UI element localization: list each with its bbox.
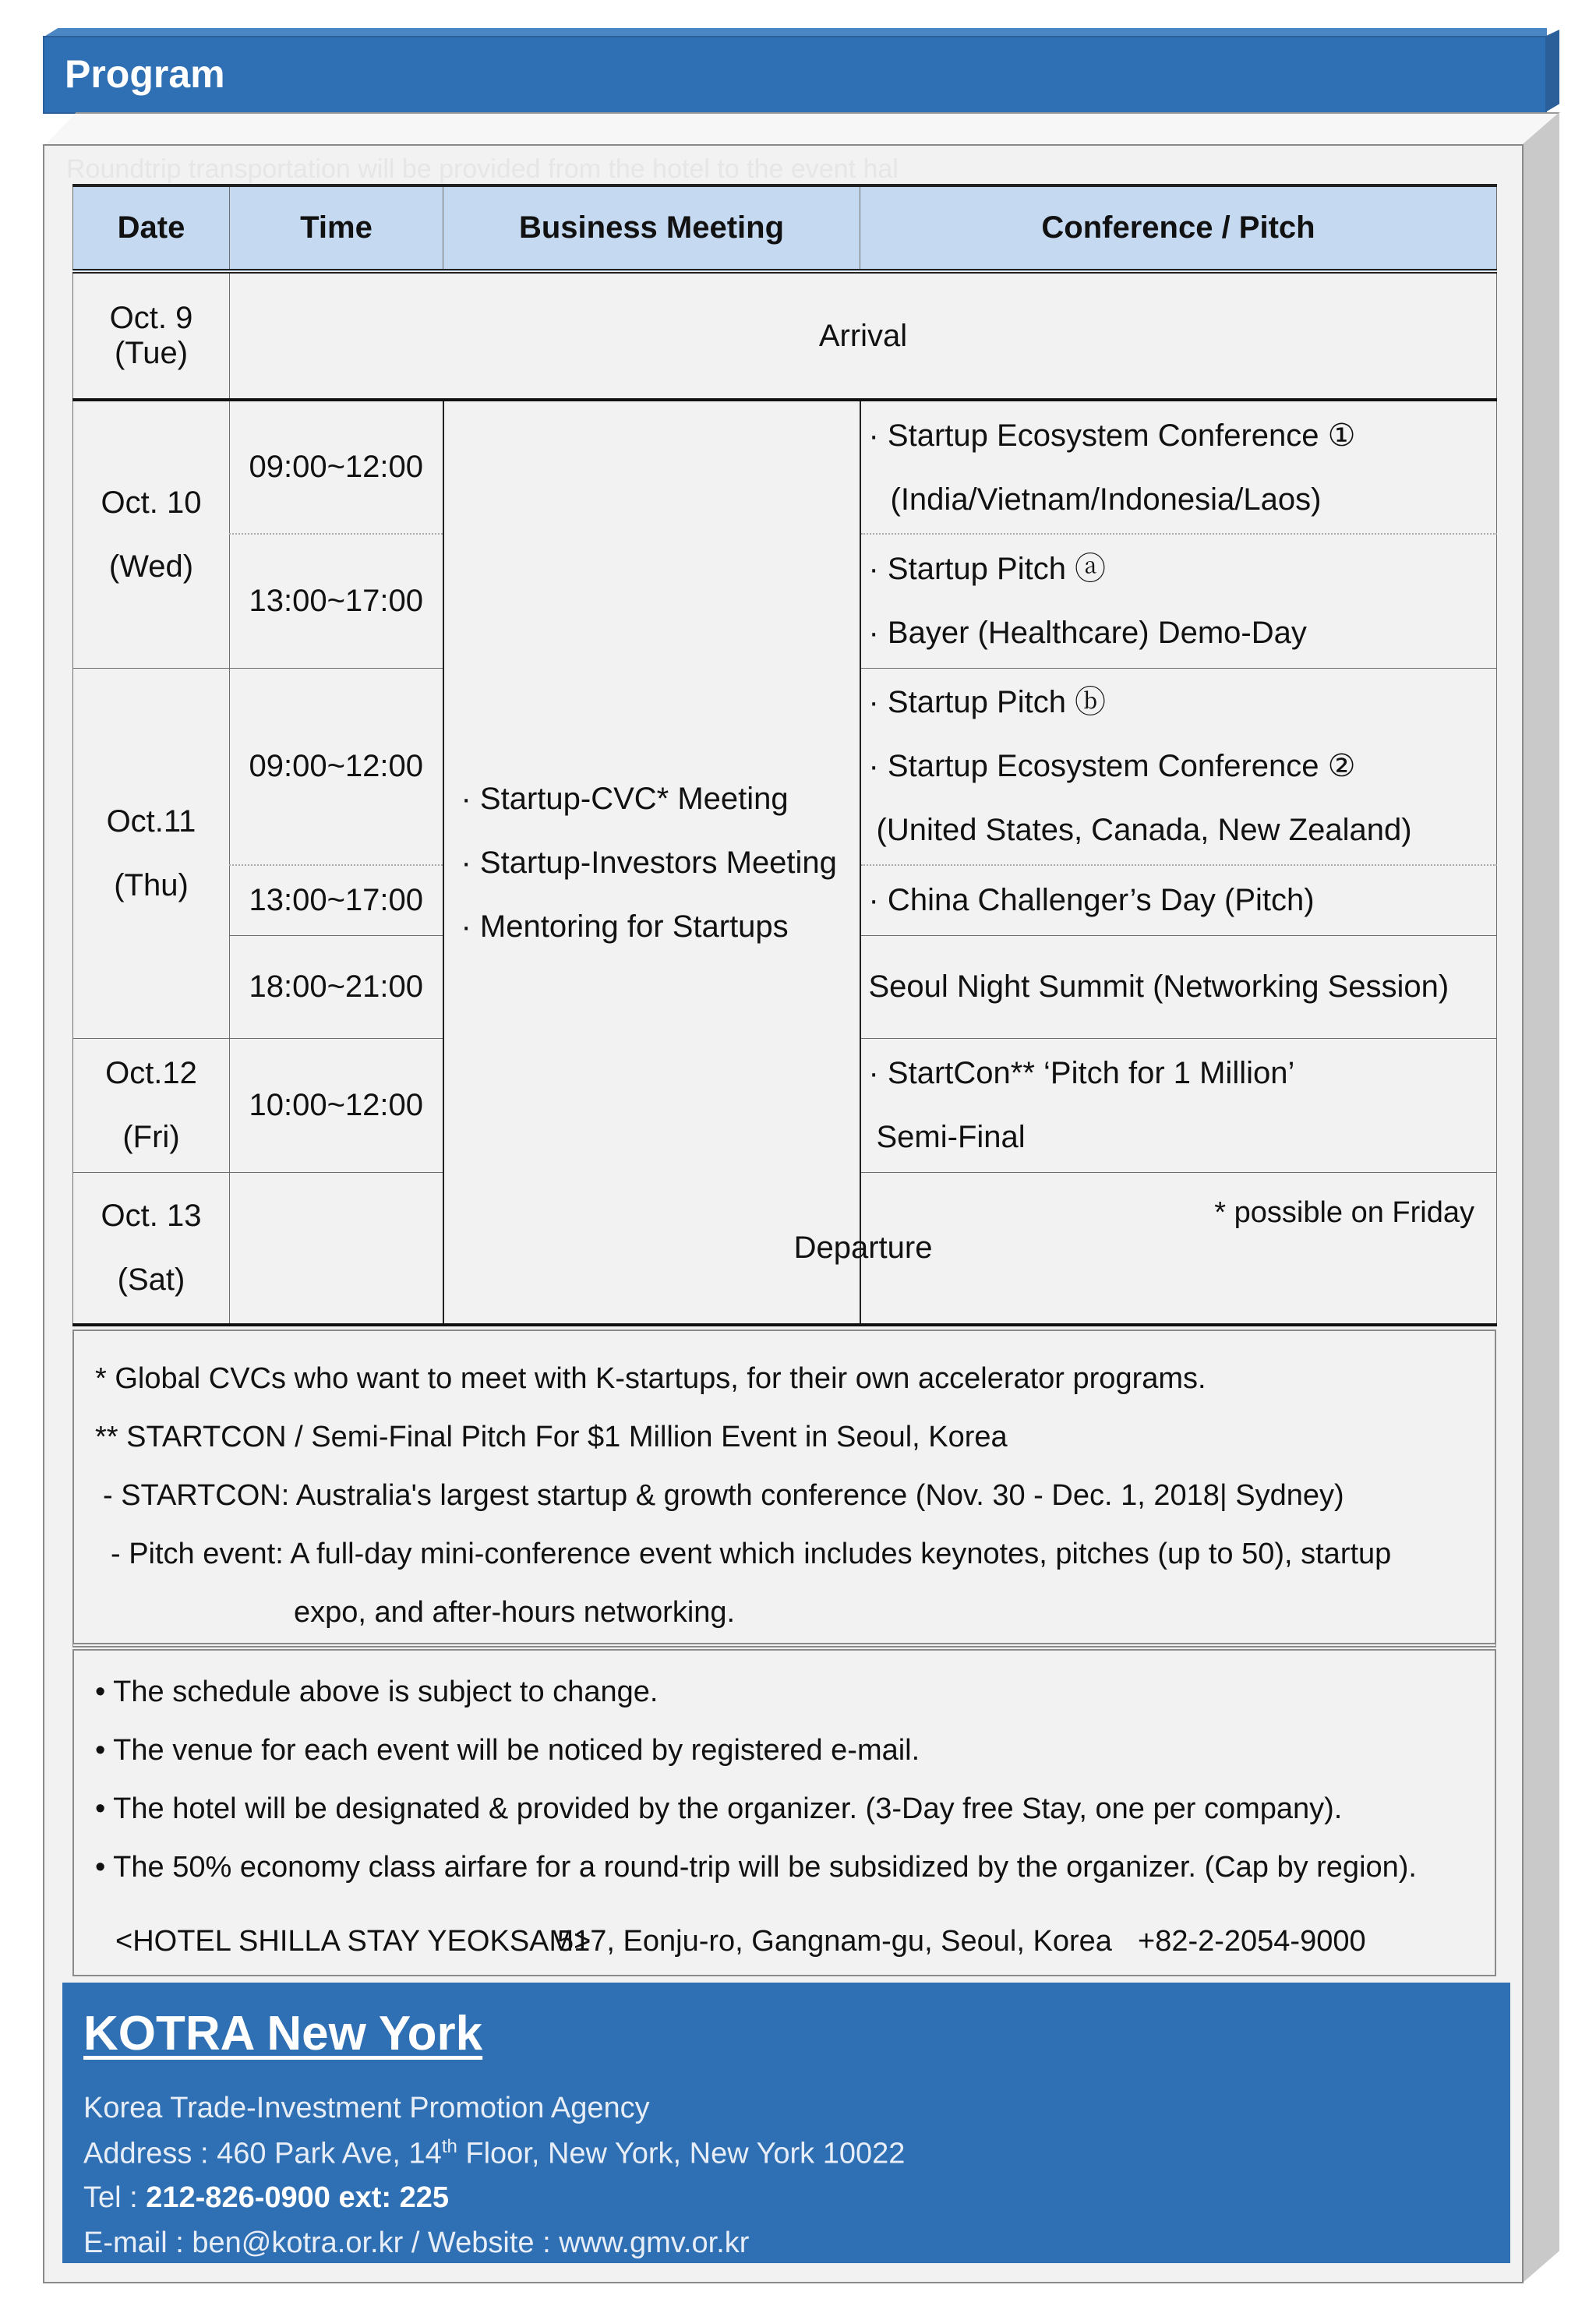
time-cell: 18:00~21:00: [230, 935, 443, 1038]
business-meeting-item: · Startup-Investors Meeting: [461, 845, 837, 880]
date-cell: Oct.11 (Thu): [73, 668, 230, 1038]
conference-cell: · China Challenger’s Day (Pitch): [860, 865, 1497, 935]
table-row: [73, 271, 1497, 400]
arrival-cell: Arrival: [230, 271, 1497, 400]
time-cell: 09:00~12:00: [230, 400, 443, 534]
table-row: [73, 400, 1497, 534]
time-cell: 10:00~12:00: [230, 1038, 443, 1172]
info-bullet: • The schedule above is subject to change.: [95, 1676, 659, 1708]
page-title: Program: [65, 52, 225, 96]
info-bullet: • The venue for each event will be noticed by registered e-mail.: [95, 1734, 920, 1767]
panel-bevel-side: [1522, 112, 1559, 2283]
org-full-name: Korea Trade-Investment Promotion Agency: [83, 2092, 650, 2124]
hotel-phone: +82-2-2054-9000: [1138, 1925, 1366, 1958]
table-header-row: [73, 185, 1497, 271]
panel-bevel-top: [43, 112, 1560, 147]
address-line: Address : 460 Park Ave, 14th Floor, New York, New York 10022: [83, 2136, 906, 2170]
departure-cell: Departure * possible on Friday: [230, 1172, 1497, 1325]
org-name-link[interactable]: KOTRA New York: [83, 2007, 483, 2061]
header-time: Time: [230, 185, 443, 271]
time-cell: 09:00~12:00: [230, 668, 443, 865]
conference-cell: · StartCon** ‘Pitch for 1 Million’ Semi-Final: [860, 1038, 1497, 1172]
table-row: [73, 1172, 1497, 1325]
conference-cell: Seoul Night Summit (Networking Session): [860, 935, 1497, 1038]
time-cell: 13:00~17:00: [230, 865, 443, 935]
business-meeting-item: · Mentoring for Startups: [461, 909, 789, 944]
footnote: ** STARTCON / Semi-Final Pitch For $1 Million Event in Seoul, Korea: [95, 1421, 1008, 1453]
hotel-address: 517, Eonju-ro, Gangnam-gu, Seoul, Korea: [557, 1925, 1112, 1958]
hotel-name: <HOTEL SHILLA STAY YEOKSAM>: [115, 1925, 591, 1958]
schedule-table: [72, 184, 1497, 1326]
friday-note: * possible on Friday: [1214, 1195, 1474, 1229]
date-cell: Oct.12 (Fri): [73, 1038, 230, 1172]
date-cell: Oct. 9 (Tue): [73, 271, 230, 400]
tel-line: Tel : 212-826-0900 ext: 225: [83, 2181, 449, 2214]
conference-cell: · Startup Ecosystem Conference ① (India/Vietnam/Indonesia/Laos): [860, 400, 1497, 534]
footnote: - STARTCON: Australia's largest startup & growth conference (Nov. 30 - Dec. 1, 2018| Sydney): [103, 1479, 1344, 1512]
footnote: * Global CVCs who want to meet with K-startups, for their own accelerator programs.: [95, 1362, 1206, 1395]
header-bevel-side: [1545, 30, 1559, 112]
time-cell: 13:00~17:00: [230, 534, 443, 668]
header-conference-pitch: Conference / Pitch: [860, 185, 1497, 271]
contact-footer: [62, 1983, 1510, 2263]
footnote: expo, and after-hours networking.: [294, 1596, 736, 1629]
footnote: - Pitch event: A full-day mini-conference event which includes keynotes, pitches (up to 50), startup: [111, 1538, 1392, 1570]
conference-cell: · Startup Pitch ⓑ · Startup Ecosystem Conference ② (United States, Canada, New Zealand): [860, 668, 1497, 865]
header-business-meeting: Business Meeting: [443, 185, 860, 271]
date-cell: Oct. 10 (Wed): [73, 400, 230, 668]
date-cell: Oct. 13 (Sat): [73, 1172, 230, 1325]
business-meeting-item: · Startup-CVC* Meeting: [461, 781, 789, 816]
info-box: [72, 1649, 1496, 1976]
info-bullet: • The 50% economy class airfare for a round-trip will be subsidized by the organizer. (Cap by region).: [95, 1851, 1417, 1884]
conference-cell: · Startup Pitch ⓐ · Bayer (Healthcare) Demo-Day: [860, 534, 1497, 668]
footnotes-box: [72, 1330, 1496, 1647]
info-bullet: • The hotel will be designated & provided by the organizer. (3-Day free Stay, one per company).: [95, 1792, 1343, 1825]
email-website-line[interactable]: E-mail : ben@kotra.or.kr / Website : www.gmv.or.kr: [83, 2227, 750, 2259]
faded-transport-note: Roundtrip transportation will be provided from the hotel to the event hal: [66, 154, 899, 184]
program-header: [43, 36, 1547, 114]
header-date: Date: [73, 185, 230, 271]
